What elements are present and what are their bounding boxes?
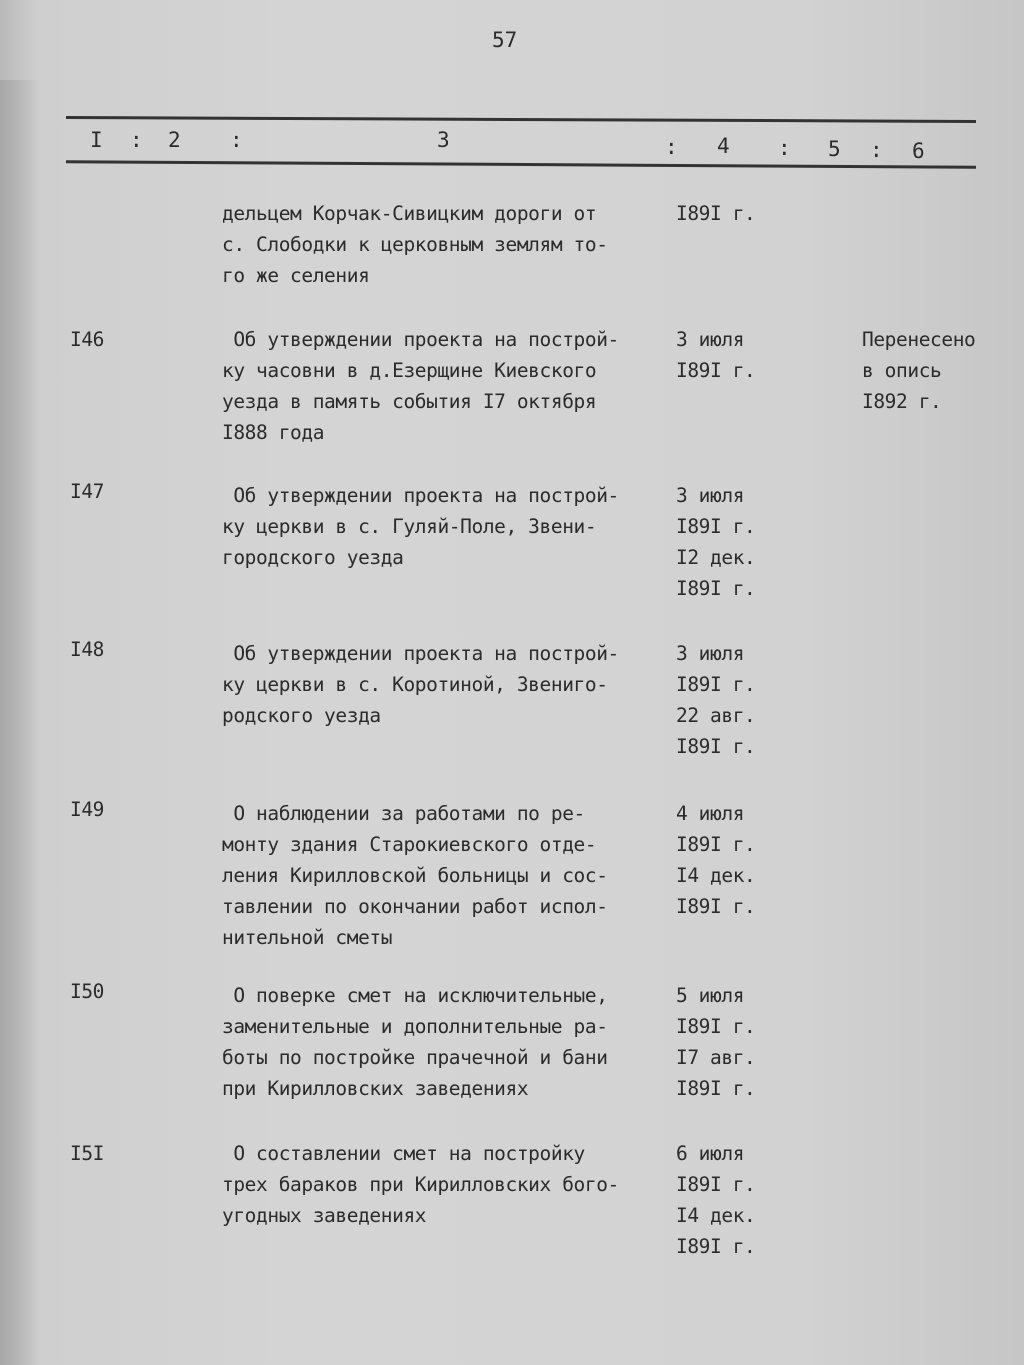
- entry-date: 3 июля: [676, 642, 745, 665]
- header-bottom-rule: [66, 160, 976, 169]
- entry-date: I89I г.: [676, 359, 756, 382]
- entry-description-line: монту здания Старокиевского отде-: [222, 833, 597, 856]
- entry-description-line: городского уезда: [222, 546, 404, 569]
- entry-description-line: ку часовни в д.Езерщине Киевского: [222, 359, 597, 382]
- entry-description-line: уезда в память события I7 октября: [222, 390, 597, 413]
- entry-date: I89I г.: [676, 673, 756, 696]
- entry-number: I46: [70, 328, 105, 351]
- entry-description-line: при Кирилловских заведениях: [222, 1077, 529, 1100]
- entry-description-line: трех бараков при Кирилловских бого-: [222, 1173, 619, 1196]
- entry-description-line: дельцем Корчак-Сивицким дороги от: [222, 202, 597, 225]
- column-separator: :: [870, 138, 883, 162]
- column-3-label: 3: [437, 128, 450, 152]
- entry-date: I89I г.: [676, 1077, 756, 1100]
- entry-date: 4 июля: [676, 802, 745, 825]
- column-5-label: 5: [828, 137, 841, 161]
- entry-number: I5I: [70, 1142, 105, 1165]
- page-number: 57: [492, 28, 518, 52]
- entry-date: I89I г.: [676, 1235, 756, 1258]
- page-fold-shadow: [0, 80, 40, 1365]
- entry-note: Перенесено: [862, 328, 976, 351]
- entry-date: I89I г.: [676, 1173, 756, 1196]
- entry-date: I4 дек.: [676, 864, 756, 887]
- entry-description-line: ку церкви в с. Коротиной, Звениго-: [222, 673, 608, 696]
- entry-description-line: го же селения: [222, 264, 370, 287]
- entry-description-line: родского уезда: [222, 704, 381, 727]
- entry-note: в опись: [862, 359, 942, 382]
- entry-number: I48: [70, 638, 105, 661]
- entry-date: I89I г.: [676, 515, 756, 538]
- entry-date: I7 авг.: [676, 1046, 756, 1069]
- entry-date: I89I г.: [676, 577, 756, 600]
- header-top-rule: [66, 116, 976, 123]
- column-2-label: 2: [168, 128, 181, 152]
- entry-number: I50: [70, 980, 105, 1003]
- entry-description-line: ления Кирилловской больницы и сос-: [222, 864, 608, 887]
- entry-note: I892 г.: [862, 390, 942, 413]
- entry-date: I89I г.: [676, 1015, 756, 1038]
- entry-date: I89I г.: [676, 202, 756, 225]
- entry-date: I89I г.: [676, 833, 756, 856]
- entry-description-line: Об утверждении проекта на построй-: [222, 484, 619, 507]
- column-1-label: I: [90, 128, 103, 152]
- column-separator: :: [230, 128, 243, 152]
- entry-description-line: ку церкви в с. Гуляй-Поле, Звени-: [222, 515, 597, 538]
- entry-description-line: нительной сметы: [222, 926, 393, 949]
- entry-description-line: О поверке смет на исключительные,: [222, 984, 608, 1007]
- column-separator: :: [665, 135, 678, 159]
- entry-date: I2 дек.: [676, 546, 756, 569]
- entry-date: I89I г.: [676, 895, 756, 918]
- column-4-label: 4: [717, 134, 730, 158]
- entry-date: 22 авг.: [676, 704, 756, 727]
- entry-date: 3 июля: [676, 484, 745, 507]
- entry-number: I49: [70, 798, 105, 821]
- entry-number: I47: [70, 480, 105, 503]
- entry-date: 5 июля: [676, 984, 745, 1007]
- entry-date: I89I г.: [676, 735, 756, 758]
- entry-date: 6 июля: [676, 1142, 745, 1165]
- entry-description-line: с. Слободки к церковным землям то-: [222, 233, 608, 256]
- entry-description-line: Об утверждении проекта на построй-: [222, 642, 619, 665]
- entry-description-line: тавлении по окончании работ испол-: [222, 895, 608, 918]
- entry-description-line: боты по постройке прачечной и бани: [222, 1046, 608, 1069]
- entry-description-line: О составлении смет на постройку: [222, 1142, 585, 1165]
- entry-description-line: I888 года: [222, 421, 325, 444]
- entry-date: I4 дек.: [676, 1204, 756, 1227]
- column-separator: :: [778, 136, 791, 160]
- column-separator: :: [130, 128, 143, 152]
- entry-description-line: О наблюдении за работами по ре-: [222, 802, 585, 825]
- entry-date: 3 июля: [676, 328, 745, 351]
- entry-description-line: Об утверждении проекта на построй-: [222, 328, 619, 351]
- column-6-label: 6: [912, 139, 925, 163]
- entry-description-line: угодных заведениях: [222, 1204, 427, 1227]
- entry-description-line: заменительные и дополнительные ра-: [222, 1015, 608, 1038]
